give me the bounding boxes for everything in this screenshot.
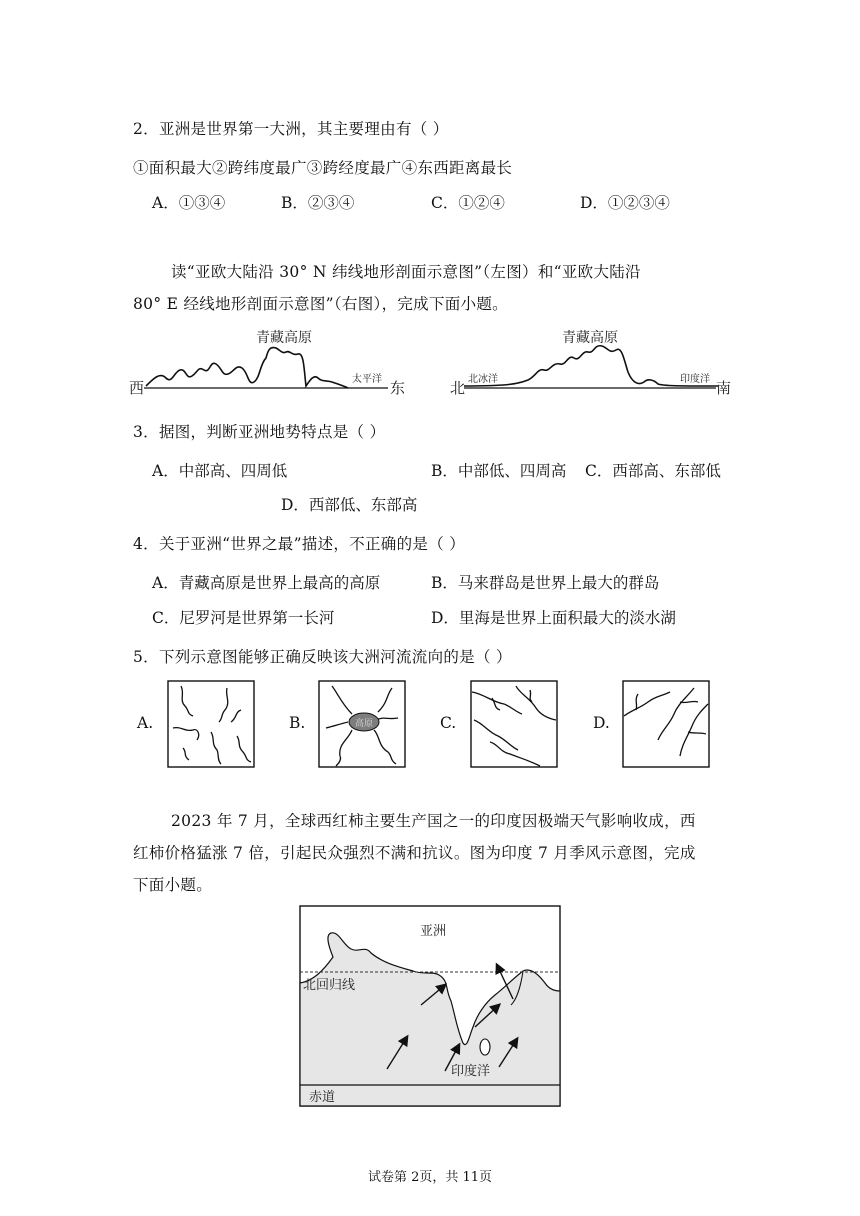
- profile-30n-figure: [126, 320, 416, 398]
- q5-diagram-c: [470, 680, 558, 768]
- q5-option-d-label: D.: [593, 714, 610, 732]
- q3-option-c: C．西部高、东部低: [585, 462, 721, 480]
- india-monsoon-map: [299, 905, 561, 1107]
- q5-option-b-label: B.: [289, 714, 306, 732]
- intro2-line1: 2023 年 7 月，全球西红柿主要生产国之一的印度因极端天气影响收成，西: [171, 812, 696, 830]
- profile-80e-figure: [448, 320, 738, 398]
- map-equator-label: 赤道: [309, 1090, 336, 1105]
- intro1-line1: 读“亚欧大陆沿 30° N 纬线地形剖面示意图”（左图）和“亚欧大陆沿: [171, 263, 641, 281]
- q5-option-c-label: C.: [440, 714, 457, 732]
- q2-option-d: D．①②③④: [580, 194, 670, 212]
- q5-stem: 5．下列示意图能够正确反映该大洲河流流向的是（ ）: [133, 648, 512, 666]
- profile-30n-terrain: [146, 347, 348, 388]
- q2-option-c: C．①②④: [431, 194, 505, 212]
- map-sri-lanka: [480, 1039, 490, 1055]
- q5-diagram-b: [318, 680, 406, 768]
- map-tropic-label: 北回归线: [303, 978, 356, 993]
- q3-option-b: B．中部低、四周高: [431, 462, 567, 480]
- q4-option-d: D．里海是世界上面积最大的淡水湖: [431, 609, 676, 627]
- intro2-line3: 下面小题。: [133, 876, 213, 894]
- q2-option-b: B．②③④: [281, 194, 355, 212]
- map-asia-label: 亚洲: [419, 924, 447, 939]
- profile-30n-west-label: 西: [129, 379, 145, 397]
- q5-option-a-label: A.: [137, 714, 154, 732]
- map-ocean-label: 印度洋: [451, 1064, 491, 1079]
- q3-option-d: D．西部低、东部高: [281, 496, 418, 514]
- q5-diagram-a: [167, 680, 255, 768]
- intro1-line2: 80° E 经线地形剖面示意图”（右图），完成下面小题。: [133, 295, 508, 313]
- q4-option-a: A．青藏高原是世界上最高的高原: [152, 574, 381, 592]
- q5-diagram-d: [622, 680, 710, 768]
- q2-option-a: A．①③④: [152, 194, 226, 212]
- q4-stem: 4．关于亚洲“世界之最”描述，不正确的是（ ）: [133, 535, 466, 553]
- profile-80e-ocean-n-label: 北冰洋: [468, 374, 498, 385]
- q3-option-a: A．中部高、四周低: [152, 462, 288, 480]
- profile-30n-east-label: 东: [390, 379, 406, 397]
- q5-lake-label: 高原: [354, 719, 374, 729]
- profile-80e-ocean-s-label: 印度洋: [680, 374, 710, 385]
- intro2-line2: 红柿价格猛涨 7 倍，引起民众强烈不满和抗议。图为印度 7 月季风示意图，完成: [133, 844, 696, 862]
- q2-items: ①面积最大②跨纬度最广③跨经度最广④东西距离最长: [133, 159, 513, 177]
- profile-30n-ocean-label: 太平洋: [352, 374, 382, 385]
- profile-80e-south-label: 南: [716, 379, 732, 397]
- q4-option-c: C．尼罗河是世界第一长河: [152, 609, 335, 627]
- profile-80e-north-label: 北: [450, 379, 466, 397]
- q2-stem: 2．亚洲是世界第一大洲，其主要理由有（ ）: [133, 120, 449, 138]
- q3-stem: 3．据图，判断亚洲地势特点是（ ）: [133, 423, 386, 441]
- page-footer: 试卷第 2页，共 11页: [367, 1170, 493, 1185]
- profile-30n-peak-label: 青藏高原: [256, 330, 312, 346]
- profile-80e-peak-label: 青藏高原: [562, 330, 618, 346]
- q4-option-b: B．马来群岛是世界上最大的群岛: [431, 574, 660, 592]
